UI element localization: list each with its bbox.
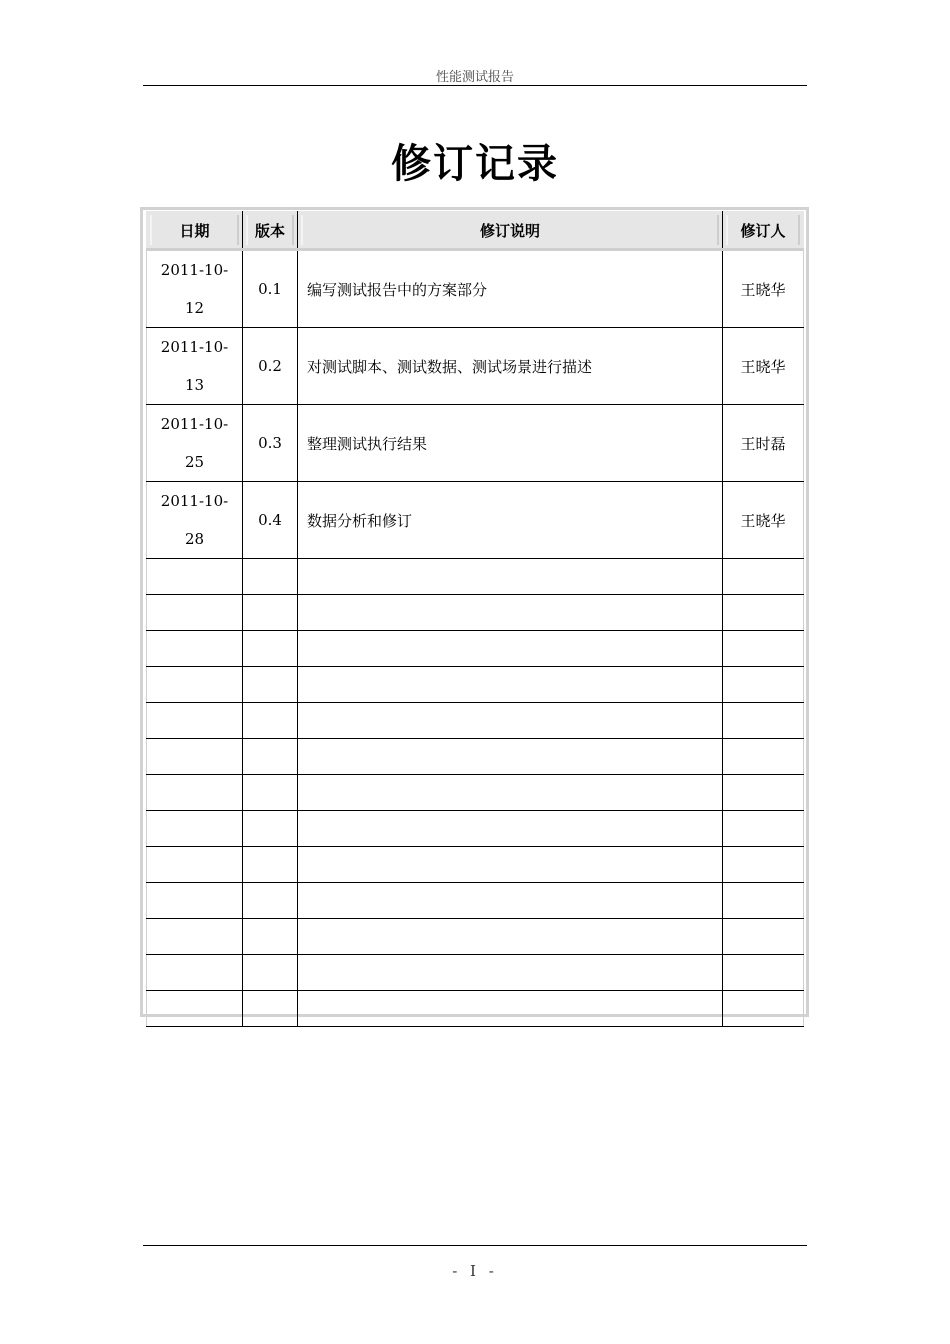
cell-empty [298,919,723,955]
cell-empty [243,919,298,955]
cell-date: 2011-10- 12 [147,250,243,328]
cell-author: 王晓华 [723,328,804,405]
table-row-empty [147,883,804,919]
cell-empty [723,847,804,883]
cell-empty [243,955,298,991]
table-row-empty [147,631,804,667]
cell-empty [147,631,243,667]
cell-empty [147,703,243,739]
table-header-row [147,212,804,250]
cell-empty [298,991,723,1027]
table-row-empty [147,559,804,595]
cell-empty [243,667,298,703]
cell-description: 对测试脚本、测试数据、测试场景进行描述 [298,328,723,405]
cell-empty [723,559,804,595]
cell-empty [147,847,243,883]
cell-empty [298,955,723,991]
cell-author: 王晓华 [723,482,804,559]
cell-empty [243,775,298,811]
table-row [147,250,804,328]
table-row-empty [147,667,804,703]
cell-empty [147,955,243,991]
cell-empty [298,739,723,775]
table-row [147,405,804,482]
cell-empty [243,739,298,775]
column-header-description: 修订说明 [298,212,723,250]
page-number: - I - [452,1262,498,1280]
cell-version: 0.3 [243,405,298,482]
cell-empty [723,667,804,703]
table-row [147,482,804,559]
cell-empty [298,595,723,631]
cell-empty [723,595,804,631]
cell-empty [147,559,243,595]
table-row-empty [147,703,804,739]
cell-empty [243,811,298,847]
cell-description: 编写测试报告中的方案部分 [298,250,723,328]
cell-empty [298,811,723,847]
column-header-date: 日期 [147,212,243,250]
table-row-empty [147,991,804,1027]
table-row-empty [147,955,804,991]
page-title: 修订记录 [391,141,559,187]
cell-version: 0.1 [243,250,298,328]
cell-empty [147,739,243,775]
cell-empty [298,775,723,811]
revision-table [146,211,804,1027]
cell-empty [243,847,298,883]
table-row [147,328,804,405]
table-row-empty [147,811,804,847]
cell-empty [147,775,243,811]
cell-empty [243,595,298,631]
cell-version: 0.4 [243,482,298,559]
cell-empty [723,955,804,991]
cell-author: 王时磊 [723,405,804,482]
column-header-author: 修订人 [723,212,804,250]
cell-empty [723,631,804,667]
cell-empty [298,631,723,667]
cell-empty [723,739,804,775]
column-header-version: 版本 [243,212,298,250]
cell-empty [147,991,243,1027]
cell-description: 数据分析和修订 [298,482,723,559]
cell-empty [147,919,243,955]
cell-empty [298,883,723,919]
cell-empty [723,883,804,919]
table-row-empty [147,595,804,631]
cell-empty [298,847,723,883]
table-row-empty [147,775,804,811]
cell-date: 2011-10- 25 [147,405,243,482]
cell-empty [298,559,723,595]
page-header-title: 性能测试报告 [435,70,514,85]
cell-author: 王晓华 [723,250,804,328]
cell-empty [147,595,243,631]
table-row-empty [147,739,804,775]
cell-empty [723,775,804,811]
cell-version: 0.2 [243,328,298,405]
cell-description: 整理测试执行结果 [298,405,723,482]
cell-empty [243,631,298,667]
cell-empty [723,811,804,847]
cell-empty [243,991,298,1027]
cell-empty [723,991,804,1027]
cell-empty [243,559,298,595]
table-row-empty [147,847,804,883]
cell-empty [723,703,804,739]
cell-empty [147,811,243,847]
cell-empty [243,703,298,739]
cell-empty [147,667,243,703]
cell-date: 2011-10- 28 [147,482,243,559]
cell-empty [243,883,298,919]
cell-empty [147,883,243,919]
table-row-empty [147,919,804,955]
cell-empty [298,667,723,703]
cell-empty [723,919,804,955]
footer-rule [143,1245,807,1246]
header-rule [143,85,807,86]
cell-date: 2011-10- 13 [147,328,243,405]
cell-empty [298,703,723,739]
